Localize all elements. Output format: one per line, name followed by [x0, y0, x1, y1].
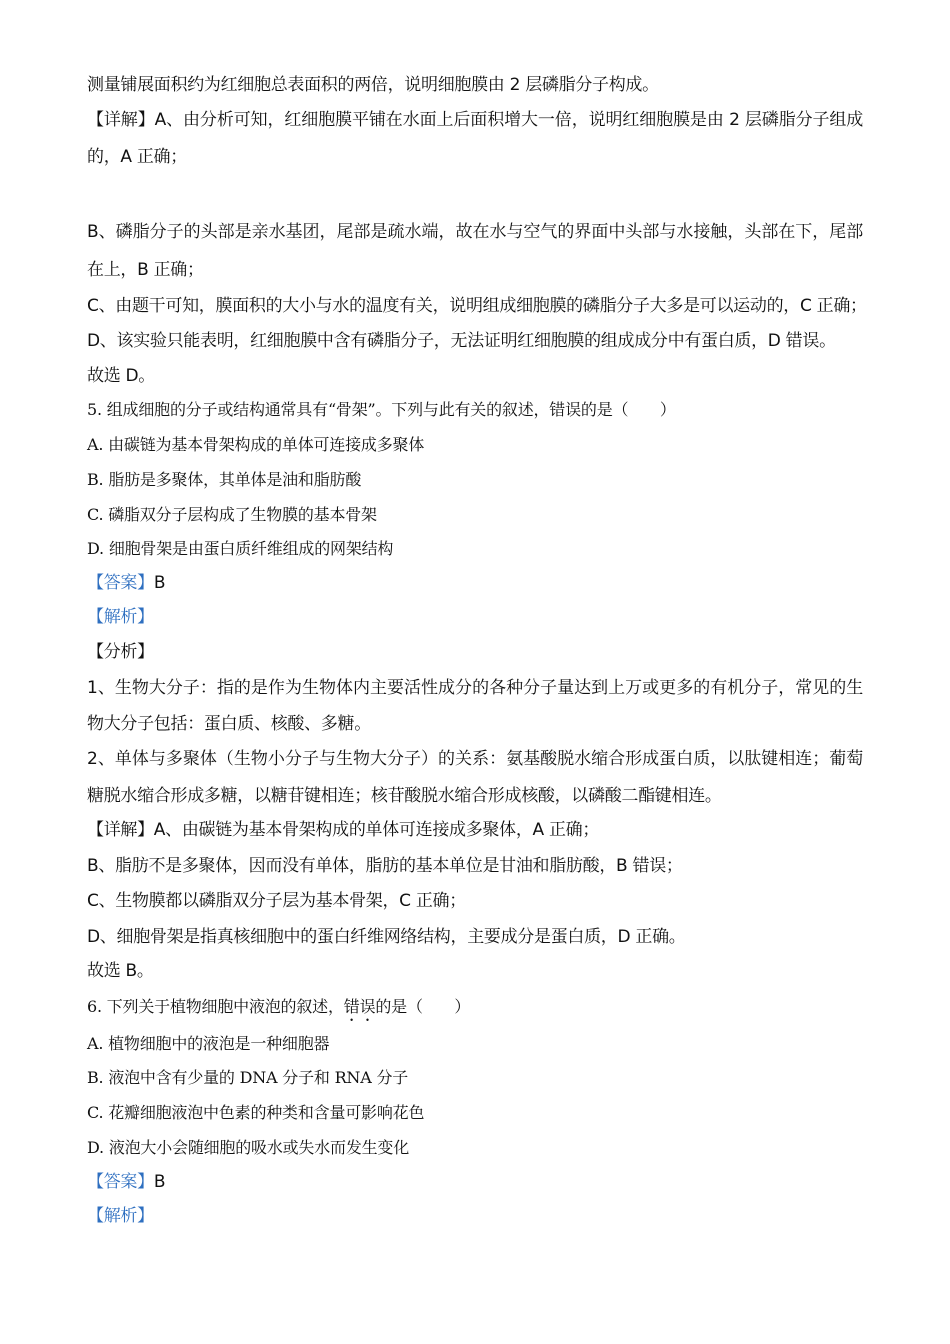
text-line: 【详解】A、由分析可知，红细胞膜平铺在水面上后面积增大一倍，说明红细胞膜是由 2 层磷脂分子组成 — [87, 110, 863, 130]
text-line: C、生物膜都以磷脂双分子层为基本骨架，C 正确； — [87, 891, 466, 911]
text-line: 2、单体与多聚体（生物小分子与生物大分子）的关系：氨基酸脱水缩合形成蛋白质，以肽键相连；葡萄 — [87, 749, 863, 769]
question-6-option-c: C. 花瓣细胞液泡中色素的种类和含量可影响花色 — [87, 1103, 425, 1122]
text-line: 故选 B。 — [87, 961, 154, 981]
text-line: 故选 D。 — [87, 366, 155, 386]
question-5-option-d: D. 细胞骨架是由蛋白质纤维组成的网架结构 — [87, 539, 394, 558]
question-6-option-d: D. 液泡大小会随细胞的吸水或失水而发生变化 — [87, 1138, 410, 1157]
text-line: D、细胞骨架是指真核细胞中的蛋白纤维网络结构，主要成分是蛋白质，D 正确。 — [87, 927, 686, 947]
text-line: D、该实验只能表明，红细胞膜中含有磷脂分子，无法证明红细胞膜的组成成分中有蛋白质，D 错误。 — [87, 331, 836, 351]
question-5-option-b: B. 脂肪是多聚体，其单体是油和脂肪酸 — [87, 470, 362, 489]
text-line: 糖脱水缩合形成多糖，以糖苷键相连；核苷酸脱水缩合形成核酸，以磷酸二酯键相连。 — [87, 786, 722, 806]
question-6-stem — [87, 996, 470, 1025]
question-5-option-a: A. 由碳链为基本骨架构成的单体可连接成多聚体 — [87, 435, 425, 454]
question-6-option-b: B. 液泡中含有少量的 DNA 分子和 RNA 分子 — [87, 1068, 409, 1087]
text-line: 的，A 正确； — [87, 147, 187, 167]
answer-value: B — [153, 1172, 166, 1192]
emphasized-word: 错误 — [343, 997, 376, 1016]
question-5-answer — [87, 572, 165, 594]
text-line: C、由题干可知，膜面积的大小与水的温度有关，说明组成细胞膜的磷脂分子大多是可以运动的，C 正确； — [87, 296, 867, 316]
text-line: 物大分子包括：蛋白质、核酸、多糖。 — [87, 714, 371, 734]
question-5-option-c: C. 磷脂双分子层构成了生物膜的基本骨架 — [87, 505, 377, 524]
question-6-answer — [87, 1171, 165, 1193]
analysis-label: 【解析】 — [87, 607, 154, 627]
stem-text: 的是（ ） — [375, 997, 471, 1016]
answer-label: 【答案】 — [87, 573, 154, 593]
text-line: 测量铺展面积约为红细胞总表面积的两倍，说明细胞膜由 2 层磷脂分子构成。 — [87, 75, 659, 95]
analysis-label: 【解析】 — [87, 1206, 154, 1226]
fenxi-label: 【分析】 — [87, 642, 154, 662]
question-6-option-a: A. 植物细胞中的液泡是一种细胞器 — [87, 1034, 330, 1053]
question-5-stem: 5. 组成细胞的分子或结构通常具有“骨架”。下列与此有关的叙述，错误的是（ ） — [87, 400, 676, 419]
text-line: B、脂肪不是多聚体，因而没有单体，脂肪的基本单位是甘油和脂肪酸，B 错误； — [87, 856, 683, 876]
text-line: 在上，B 正确； — [87, 260, 204, 280]
answer-label: 【答案】 — [87, 1172, 154, 1192]
stem-text: 6. 下列关于植物细胞中液泡的叙述， — [87, 997, 344, 1016]
text-line: B、磷脂分子的头部是亲水基团，尾部是疏水端，故在水与空气的界面中头部与水接触，头部在下，尾部 — [87, 222, 863, 242]
text-line: 【详解】A、由碳链为基本骨架构成的单体可连接成多聚体，A 正确； — [87, 820, 600, 840]
text-line: 1、生物大分子：指的是作为生物体内主要活性成分的各种分子量达到上万或更多的有机分子，常见的生 — [87, 678, 863, 698]
answer-value: B — [153, 573, 166, 593]
